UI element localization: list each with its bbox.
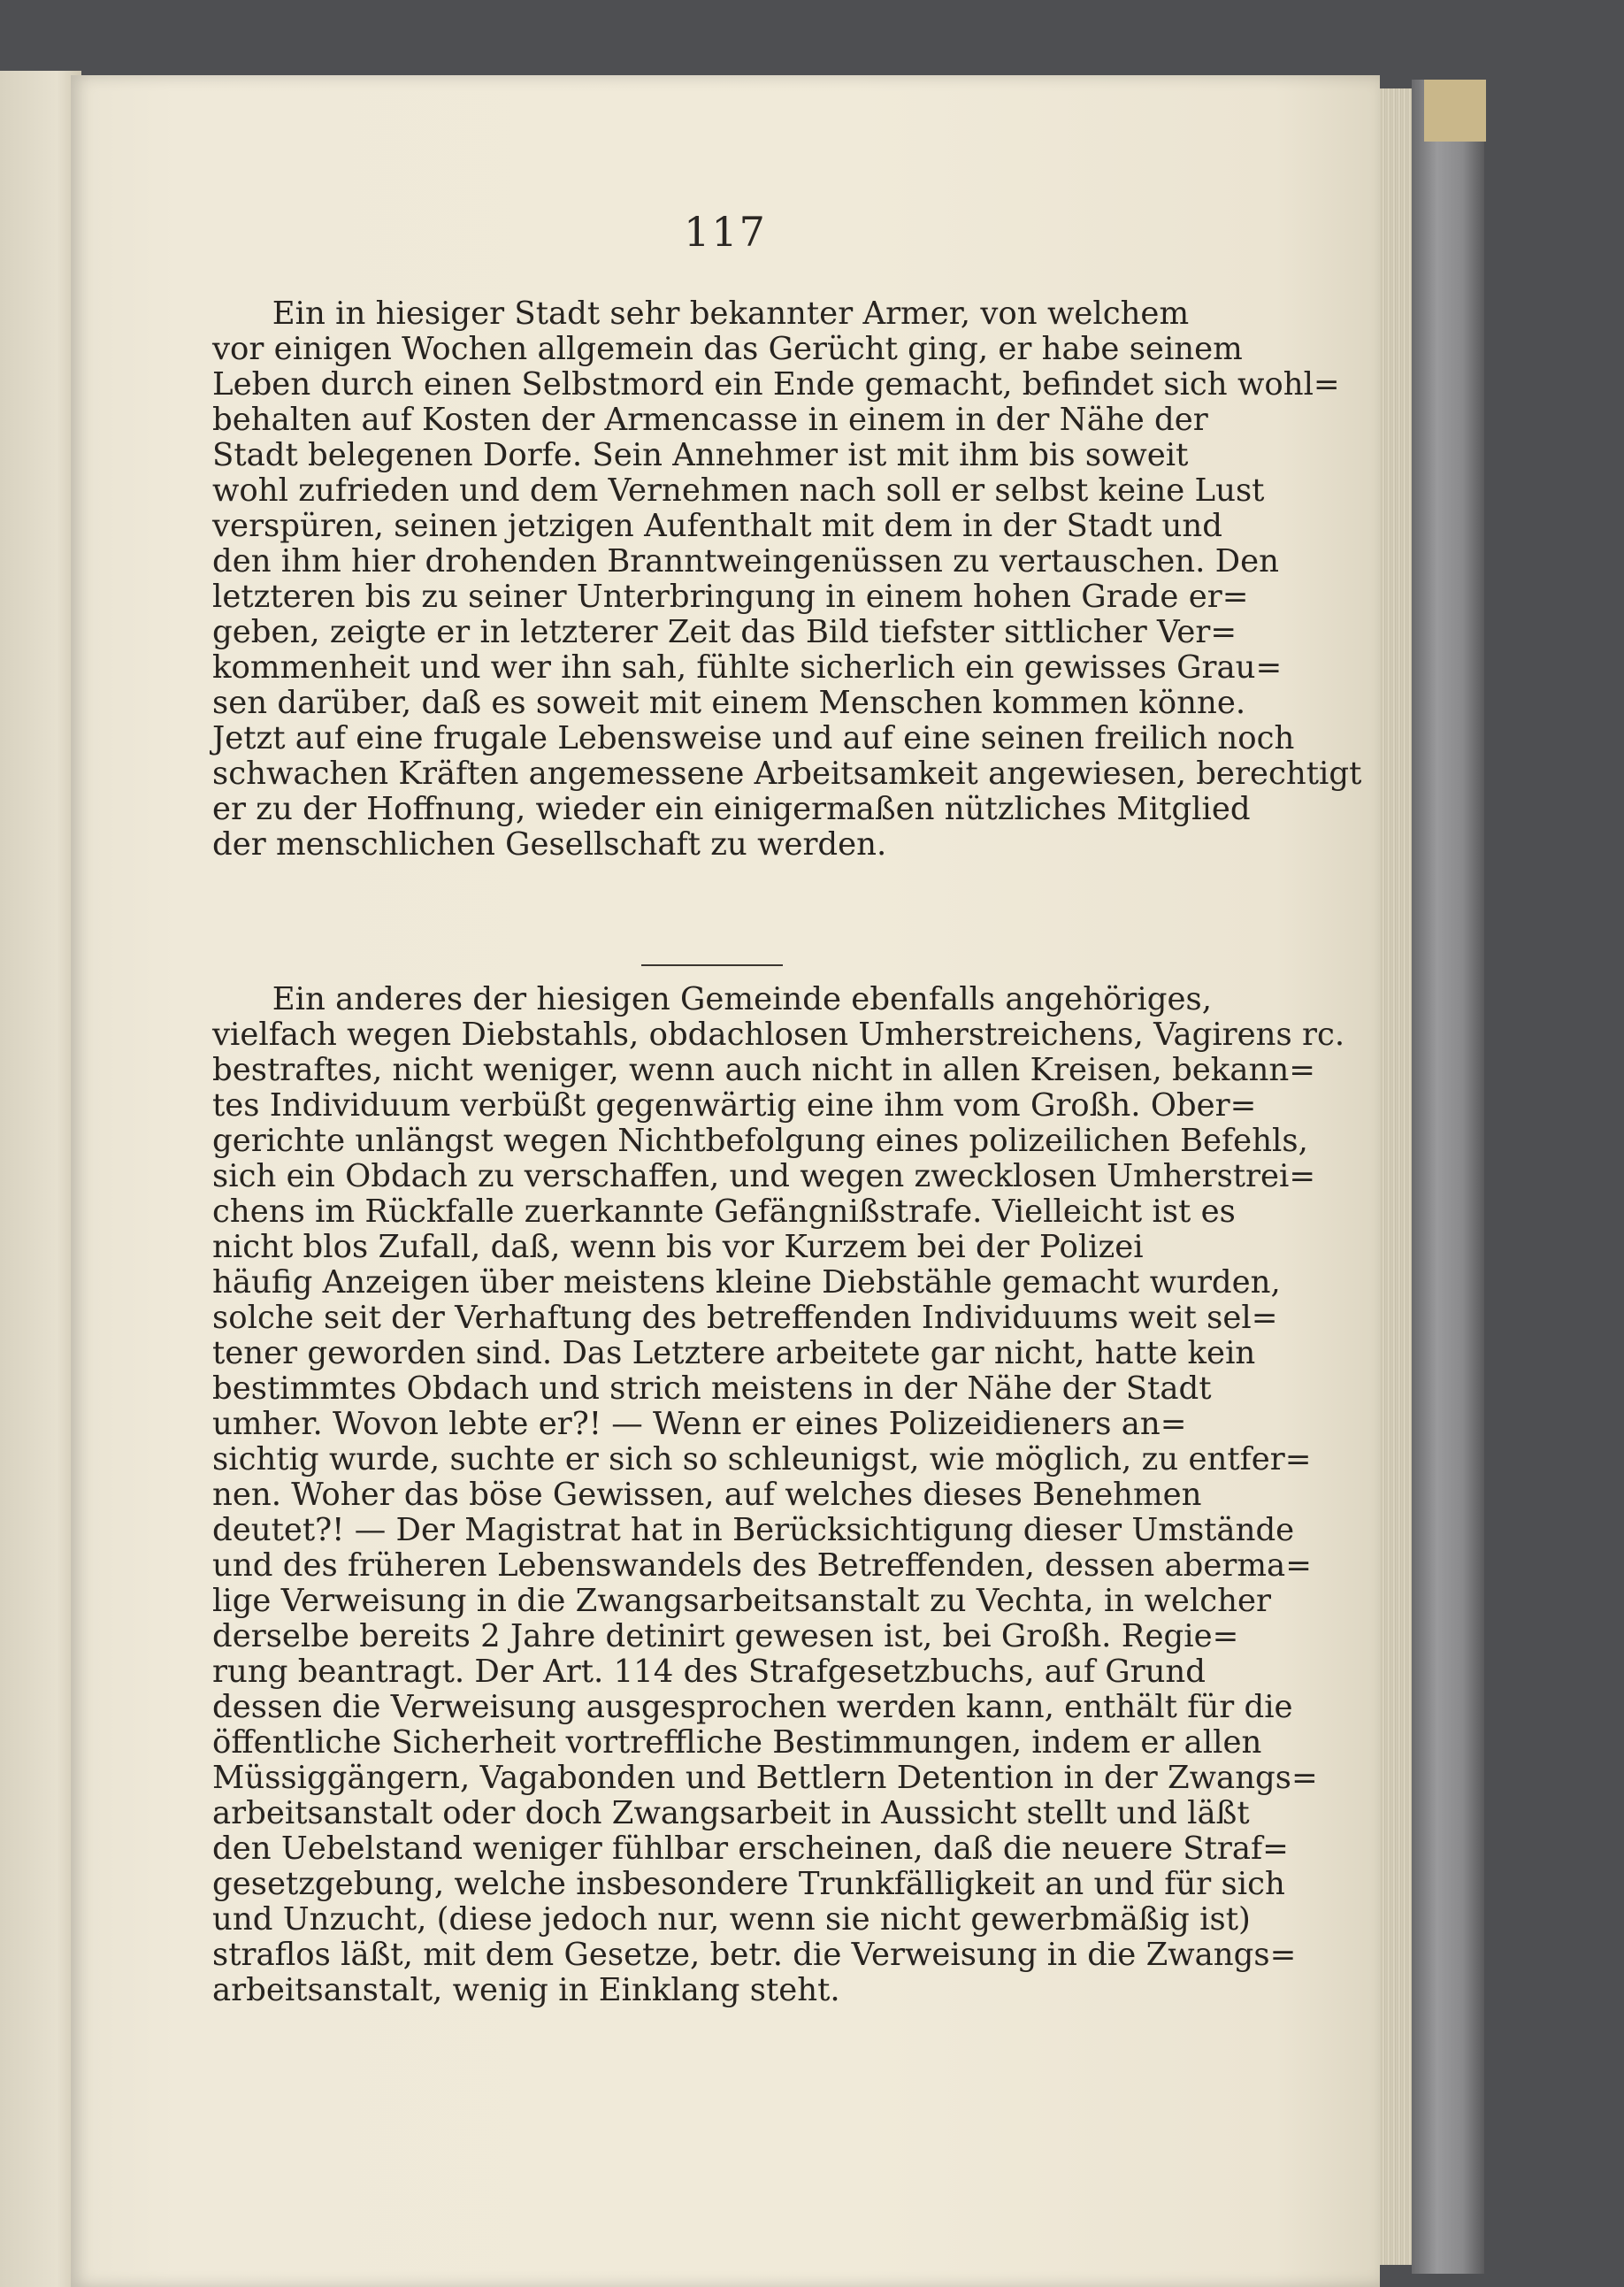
text-line: lige Verweisung in die Zwangsarbeitsanstalt zu Vechta, in welcher xyxy=(212,1583,1271,1619)
text-line: Leben durch einen Selbstmord ein Ende gemacht, befindet sich wohl= xyxy=(212,366,1340,403)
text-line: solche seit der Verhaftung des betreffenden Individuums weit sel= xyxy=(212,1300,1278,1336)
text-line: gerichte unlängst wegen Nichtbefolgung eines polizeilichen Befehls, xyxy=(212,1123,1308,1159)
text-line: rung beantragt. Der Art. 114 des Strafgesetzbuchs, auf Grund xyxy=(212,1654,1207,1690)
page-block-edges xyxy=(1380,88,1412,2265)
text-line: öffentliche Sicherheit vortreffliche Bestimmungen, indem er allen xyxy=(212,1724,1262,1761)
page-number: 117 xyxy=(684,208,767,256)
text-line: Jetzt auf eine frugale Lebensweise und auf eine seinen freilich noch xyxy=(212,720,1295,756)
facing-page-edge xyxy=(0,71,81,2287)
text-line: Stadt belegenen Dorfe. Sein Annehmer ist mit ihm bis soweit xyxy=(212,437,1189,473)
text-line: und Unzucht, (diese jedoch nur, wenn sie nicht gewerbmäßig ist) xyxy=(212,1901,1251,1938)
text-line: bestimmtes Obdach und strich meistens in der Nähe der Stadt xyxy=(212,1370,1212,1407)
text-line: gesetzgebung, welche insbesondere Trunkfälligkeit an und für sich xyxy=(212,1866,1285,1902)
section-divider xyxy=(641,964,783,966)
text-line: sichtig wurde, suchte er sich so schleunigst, wie möglich, zu entfer= xyxy=(212,1441,1312,1477)
text-line: chens im Rückfalle zuerkannte Gefängnißstrafe. Vielleicht ist es xyxy=(212,1193,1236,1230)
text-line: arbeitsanstalt, wenig in Einklang steht. xyxy=(212,1972,840,2008)
text-line: deutet?! — Der Magistrat hat in Berücksichtigung dieser Umstände xyxy=(212,1512,1295,1548)
text-line: bestraftes, nicht weniger, wenn auch nicht in allen Kreisen, bekann= xyxy=(212,1052,1315,1088)
text-line: behalten auf Kosten der Armencasse in einem in der Nähe der xyxy=(212,402,1208,438)
text-line: arbeitsanstalt oder doch Zwangsarbeit in Aussicht stellt und läßt xyxy=(212,1795,1250,1831)
text-line: Ein in hiesiger Stadt sehr bekannter Armer, von welchem xyxy=(212,295,1190,332)
text-line: straflos läßt, mit dem Gesetze, betr. die Verweisung in die Zwangs= xyxy=(212,1937,1297,1973)
text-line: der menschlichen Gesellschaft zu werden. xyxy=(212,826,887,863)
text-line: den Uebelstand weniger fühlbar erscheinen, daß die neuere Straf= xyxy=(212,1830,1289,1867)
text-line: den ihm hier drohenden Branntweingenüssen zu vertauschen. Den xyxy=(212,543,1280,579)
text-line: sen darüber, daß es soweit mit einem Menschen kommen könne. xyxy=(212,685,1246,721)
text-line: sich ein Obdach zu verschaffen, und wegen zwecklosen Umherstrei= xyxy=(212,1158,1316,1194)
text-line: wohl zufrieden und dem Vernehmen nach soll er selbst keine Lust xyxy=(212,472,1265,509)
text-line: häufig Anzeigen über meistens kleine Diebstähle gemacht wurden, xyxy=(212,1264,1281,1301)
paragraph-1 xyxy=(212,295,1362,863)
text-line: Ein anderes der hiesigen Gemeinde ebenfalls angehöriges, xyxy=(212,981,1212,1017)
text-line: kommenheit und wer ihn sah, fühlte sicherlich ein gewisses Grau= xyxy=(212,649,1283,686)
text-line: nicht blos Zufall, daß, wenn bis vor Kurzem bei der Polizei xyxy=(212,1229,1144,1265)
text-line: Müssiggängern, Vagabonden und Bettlern Detention in der Zwangs= xyxy=(212,1760,1318,1796)
text-line: tener geworden sind. Das Letztere arbeitete gar nicht, hatte kein xyxy=(212,1335,1256,1371)
worn-cover-corner xyxy=(1424,80,1486,142)
text-line: nen. Woher das böse Gewissen, auf welches dieses Benehmen xyxy=(212,1477,1202,1513)
text-line: verspüren, seinen jetzigen Aufenthalt mit dem in der Stadt und xyxy=(212,508,1222,544)
text-line: tes Individuum verbüßt gegenwärtig eine ihm vom Großh. Ober= xyxy=(212,1087,1257,1124)
paragraph-2 xyxy=(212,981,1345,2008)
text-line: derselbe bereits 2 Jahre detinirt gewesen ist, bei Großh. Regie= xyxy=(212,1618,1239,1654)
text-line: vor einigen Wochen allgemein das Gerücht ging, er habe seinem xyxy=(212,331,1243,367)
text-line: schwachen Kräften angemessene Arbeitsamkeit angewiesen, berechtigt xyxy=(212,756,1362,792)
text-line: geben, zeigte er in letzterer Zeit das Bild tiefster sittlicher Ver= xyxy=(212,614,1237,650)
book-cover-edge xyxy=(1412,80,1484,2274)
text-line: er zu der Hoffnung, wieder ein einigermaßen nützliches Mitglied xyxy=(212,791,1251,827)
text-line: vielfach wegen Diebstahls, obdachlosen Umherstreichens, Vagirens rc. xyxy=(212,1017,1345,1053)
book-page xyxy=(71,75,1380,2287)
text-line: letzteren bis zu seiner Unterbringung in einem hohen Grade er= xyxy=(212,579,1249,615)
text-line: dessen die Verweisung ausgesprochen werden kann, enthält für die xyxy=(212,1689,1293,1725)
text-line: und des früheren Lebenswandels des Betreffenden, dessen aberma= xyxy=(212,1547,1312,1584)
text-line: umher. Wovon lebte er?! — Wenn er eines Polizeidieners an= xyxy=(212,1406,1187,1442)
